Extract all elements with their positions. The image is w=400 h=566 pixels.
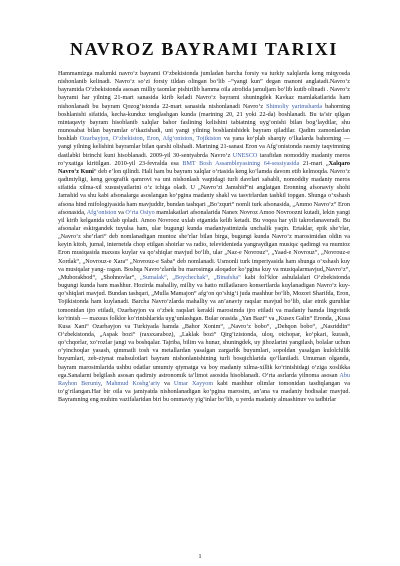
wiki-link[interactable]: O‘rta Osiyo	[125, 209, 155, 216]
body-text-run: va	[116, 209, 126, 216]
wiki-link[interactable]: Mahmud Koshg‘ariy	[106, 380, 160, 387]
wiki-link[interactable]: Umar Xayyom	[173, 380, 214, 387]
body-text-run: ,	[108, 136, 113, 143]
wiki-link[interactable]: Abu Rayhon Beruniy	[58, 372, 350, 387]
wiki-link[interactable]: Afg‘oniston	[162, 136, 193, 143]
wiki-link[interactable]: Ozarbayjon	[79, 136, 109, 143]
body-text-run: va yana ko‘plab sharqiy o‘lkalarda bahorning — yangi yilning kelishini bayramlar bilan qarshi olishadi. Martning 21-sanasi Eron va Afg‘onistonda rasmiy taqvimning dastlabki birinchi kuni hisoblanadi. 2009-yil 30-sentyabrda Navro‘z	[58, 136, 350, 159]
wiki-link[interactable]: „Sumalak“	[139, 274, 167, 281]
bold-term: Xalqaro Navro‘z Kuni	[58, 160, 350, 175]
body-text-run: kabi fol‘klor ashulalalari O‘zbekistonda bugungi kunda ham mashhur. Hozirda mahalliy, milliy va hatto millatlararo konsertlarda kuylanadigan Navro‘z kuy-qo‘shiqlari mavjud. Bundan tashqari, „Mulla Mamajon“ afg‘on qo‘shig‘i juda mashhur bo‘lib, Mozori Sharifda, Eron, Tojikistonda ham kuylanadi. Barcha Navro‘zlarda mahalliy va an’anaviy raqslar mavjud bo‘lib, ular etnik guruhlar tomonidan ijro etiladi, Ozarbayjon va o‘zbek raqslari keraklí marosimda ijro etiladi va madaniy hamda lingvistik ko‘rinish — maxsus folklor ko‘rinishlarida uyg‘unlashgan. Bular orasida „Yan Bazi“ va „Kusex Galin“ Eronda, „Kusa Kusa Xani“ Ozarbayjon va Turkiyada hamda „Bahor Xonim“, „Navro‘z bobo“, „Dehqon bobo“, „Nasriddin“ O‘zbekistonda, „Aspak bozi“ (raxsxaraboz), „Laklak bozi“ Qirg‘izistonda, uloq, otchopar, ko‘pkari, kurash, qo‘chqorlar, xo‘rozlar jangi va boshqalar. Tajriba, bilim va hunar, shuningdek, uy jihozlarini yangilash, bolalar uchun o‘yinchoqlar yasash, qimmatli tosh va metallardan yasalgan zargarlik buyumlari, sopoldan yasalgan kulolchilik buyumlari, zeb-ziynat mahsulotlari bayram nishonlanishining turli bosqichlarida qo‘llaniladi. Umuman olganda, bayram marosimlarida ushbu odatlar umumiy qiymatga va boy madaniy xilma-xillik ko‘rinishidagi o‘ziga xoslikka ega.Sanalarni belgilash asosan qadimiy astronomik ta’limot asosida hisoblanadi. O‘rta asrlarda yilnoma asosan	[58, 274, 350, 379]
body-text-run: bahorning boshlanishi sifatida, kecha-kunduz tenglashgan kunda (martning 20, 21 yoki 22-da) boshlanadi. Bu ta’sir qilgan mintaqaviy bayram hisoblanib xalqlar bahor faslining kelishini tabiatning uyg‘onishi bilan bog‘laydilar, shu munosabat bilan bayramlar o‘tkazishadi, uni yangi yilning boshlanishidek bayram qiladilar. Qadim zamonlardan boshlab	[58, 103, 350, 143]
article-body	[58, 70, 350, 544]
wiki-link[interactable]: Shimoliy yarimsharda	[266, 103, 323, 110]
page-number: 1	[198, 553, 202, 560]
wiki-link[interactable]: BMT Bosh Assambleyasining 64-sessiyasida	[182, 160, 300, 167]
body-text-run: tarafidan nomoddiy madaniy meros ro‘yxatiga kiritilgan. 2010-yil 23-fevralda esa	[58, 152, 350, 167]
body-text-run: ,	[166, 274, 173, 281]
wiki-link[interactable]: UNESCO	[232, 152, 258, 159]
wiki-link[interactable]: „Boychechak“	[172, 274, 209, 281]
body-text-run: ,	[100, 380, 107, 387]
body-text-run: mamlakatlari afsonalarida Nanex Novroz Amoo Novroozni kutadi, lekin yangi yil kirib kelganida uxlab qoladi. Amoo Novrooz uxlab etganida kelib ketadi. Bu voqea har yili takrorlanaveradi. Bu afsonalar eskirgandek tuyulsa ham, ular bugungi kunda madaniyatimizda unchalik yaqin. Ertaklar, epik she’rlar, „Navro‘z she’rlari“ deb nomlanadigan muntoz she’rlar bilan birga, bugungi kunda Navro‘z marosimidan oldin va keyin kitob, jurnal, internetda chop etilgan shoirlar va radio, televidenieda yangraydigan musiqa: qadimgi va mumtoz Eron musiqasida maxsus kuylar va qo‘shiqlar mavjud bo‘lib, ular „Naz-e Novrouz“, „Yaad-e Novrouz“, „Novrouz-e Xordak“, „Novrouz-e Xara“ „Novrouz-e Saba“ deb nomlanadi. Usmonli turk imperiyasida ham shunga o‘xshash kuy va musiqalar yang- ragan. Boshqa Navro‘zlarda bu marosimga aloqador ko‘pgina kuy va musiqalarmavjud„Navro‘z“, „Muborakbod“, „Shohnovlar“,	[58, 209, 350, 281]
wiki-link[interactable]: Tojikiston	[196, 136, 222, 143]
wiki-link[interactable]: O‘zbekiston	[112, 136, 143, 143]
body-text-run: ,	[192, 136, 197, 143]
wiki-link[interactable]: Afg‘oniston	[86, 209, 117, 216]
page-title: NAVROZ BAYRAMI TARIXI	[70, 39, 338, 59]
wiki-link[interactable]: Eron	[146, 136, 159, 143]
body-text-run: va	[160, 380, 174, 387]
body-text-run: ,	[208, 274, 214, 281]
body-text-run: ,	[142, 136, 147, 143]
body-text-run: Hammamizga malumki navro‘z bayrami O‘zbekistonda jumladan barcha forsiy va turkiy xalqlarda keng miqyosda nishonlanib kelinadi. Navro‘z so‘zi forsiy tildan olingan bo‘lib –“yangi kun” degan manoni anglatadi.Navro‘z bayramida O‘zbekistonda asosan milliy taomlar pishirilib hamma oila atrofida jamuljam bo‘lib kutib olinadi . Navro‘z bayrami har yilning 21-mart sanasida kirib keladi Navro‘z bayrami shuningdek Kavkaz mamlakatlarida ham nishonlanadi bu bayram Qozog‘istonda 22-mart sanasida nishonlanadi Navro‘z	[58, 71, 350, 110]
body-text-run: 21-mart „	[299, 160, 329, 167]
wiki-link[interactable]: „Binafsha“	[213, 274, 241, 281]
body-text-run: ,	[158, 136, 163, 143]
body-text-run: “ deb e’lon qilindi. Hali ham bu bayram xalqlar o‘rtasida keng ko‘lamda davom etib kelmoqda. Navro‘z qadimiyligi, keng geografik qamrovi va uni nishonlash vaqtidagi turli davrlari sababli, nomoddiy madaniy meros sifatida xilma-xil xususiyatlarini o‘z ichiga oladi. U „Navro‘zi Jamshid“ni anglatgan Eronning afsonaviy shohi Jamshid va shu kabi afsonalarga asoslangan ko‘pgina madaniy shakl va tasvirlardan tashkil topgan. Shunga o‘xshash afsona hind mifologiyasida ham mavjuddir, bundan tashqari „Bo‘zqurt“ nomli turk afsonasida, „Ammo Navro‘z“ Eron afsonasida,	[58, 168, 350, 216]
body-text-run: kabi mashhur olimlar tomonidan tasdiqlangan va to‘g‘rilangan.Har bir oila va jamiyatda nishonlanadigan ko‘pgina marosim, an’ana va madaniy hodisalar mavjud. Bayramning eng muhim vazifalaridan biri bu ommaviy yig‘inlar bo‘lib, u yerda madaniy almashinuv va tadbirlar	[58, 380, 350, 404]
